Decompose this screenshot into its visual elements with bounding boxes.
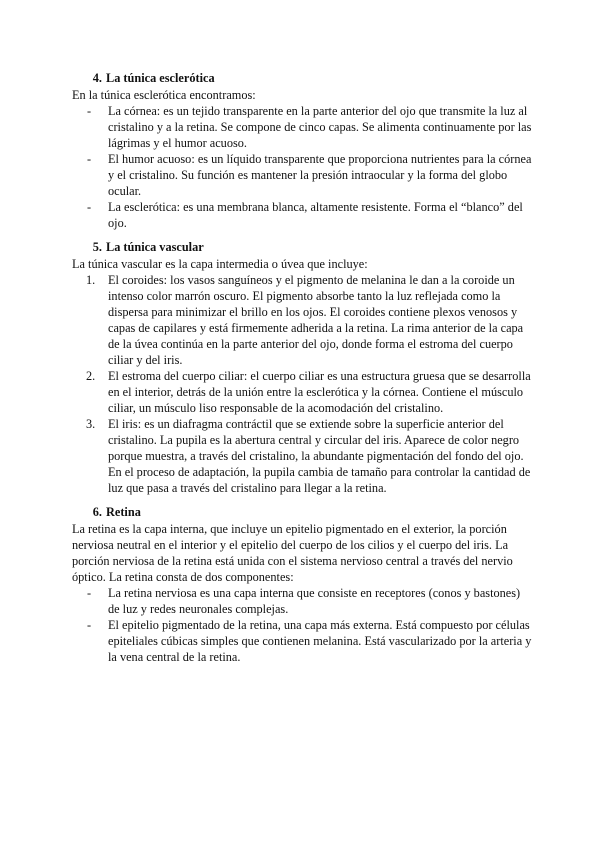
list-item [72, 103, 532, 151]
numbered-list [72, 272, 532, 496]
list-item-text: La córnea: es un tejido transparente en la parte anterior del ojo que transmite la luz al cristalino y a la retina. Se compone de cinco capas. Se alimenta continuamente por las lágrimas y el humor acuoso. [108, 104, 532, 150]
bullet-list [72, 103, 532, 231]
list-item-text: La retina nerviosa es una capa interna que consiste en receptores (conos y bastones) de luz y redes neuronales complejas. [108, 586, 521, 616]
section-number: 5. [92, 240, 102, 254]
section-tunica-vascular [72, 239, 532, 496]
list-item-text: El humor acuoso: es un líquido transparente que proporciona nutrientes para la córnea y el cristalino. Su función es mantener la presión intraocular y la forma del globo ocular. [108, 152, 532, 198]
section-title: La túnica esclerótica [106, 71, 215, 85]
list-item-text: La esclerótica: es una membrana blanca, altamente resistente. Forma el “blanco” del ojo. [108, 200, 523, 230]
section-intro: En la túnica esclerótica encontramos: [72, 88, 256, 102]
list-item-text: El estroma del cuerpo ciliar: el cuerpo ciliar es una estructura gruesa que se desarrolla en el interior, detrás de la unión entre la esclerótica y la córnea. Contiene el músculo ciliar, un músculo liso responsable de la acomodación del cristalino. [108, 369, 531, 415]
section-number: 6. [92, 505, 102, 519]
dash-marker: - [87, 104, 92, 118]
bullet-list [72, 585, 532, 665]
dash-marker: - [87, 152, 92, 166]
list-item [72, 416, 532, 496]
number-marker: 3. [86, 417, 96, 431]
dash-marker: - [87, 586, 92, 600]
section-heading [72, 70, 532, 86]
section-intro: La túnica vascular es la capa intermedia o úvea que incluye: [72, 257, 368, 271]
list-item [72, 617, 532, 665]
number-marker: 2. [86, 369, 96, 383]
section-title: Retina [106, 505, 141, 519]
number-marker: 1. [86, 273, 96, 287]
section-heading [72, 504, 532, 520]
section-intro: La retina es la capa interna, que incluye un epitelio pigmentado en el exterior, la porción nerviosa neutral en el interior y el epitelio del cuerpo de los cilios y el cuerpo del iris. La porción nerviosa de la retina está unida con el sistema nervioso central a través del nervio óptico. La retina consta de dos componentes: [72, 522, 513, 584]
dash-marker: - [87, 618, 92, 632]
list-item-text: El epitelio pigmentado de la retina, una capa más externa. Está compuesto por células epiteliales cúbicas simples que contienen melanina. Está vascularizado por la arteria y la vena central de la retina. [108, 618, 532, 664]
document-body [72, 70, 532, 673]
list-item [72, 199, 532, 231]
section-heading [72, 239, 532, 255]
list-item [72, 368, 532, 416]
dash-marker: - [87, 200, 92, 214]
section-tunica-esclerotica [72, 70, 532, 231]
section-title: La túnica vascular [106, 240, 204, 254]
list-item-text: El coroides: los vasos sanguíneos y el pigmento de melanina le dan a la coroide un intenso color marrón oscuro. El pigmento absorbe tanto la luz reflejada como la dispersa para minimizar el brillo en los ojos. El coroides contiene plexos venosos y capas de capilares y está firmemente adherida a la retina. La rima anterior de la capa de la úvea continúa en la parte anterior del ojo, donde forma el estroma del cuerpo ciliar y del iris. [108, 273, 524, 367]
list-item [72, 585, 532, 617]
section-number: 4. [92, 71, 102, 85]
section-retina [72, 504, 532, 665]
list-item [72, 272, 532, 368]
list-item [72, 151, 532, 199]
list-item-text: El iris: es un diafragma contráctil que se extiende sobre la superficie anterior del cristalino. La pupila es la abertura central y circular del iris. Aparece de color negro porque muestra, a través del cristalino, la abundante pigmentación del fondo del ojo. En el proceso de adaptación, la pupila cambia de tamaño para controlar la cantidad de luz que pasa a través del cristalino para llegar a la retina. [108, 417, 531, 495]
